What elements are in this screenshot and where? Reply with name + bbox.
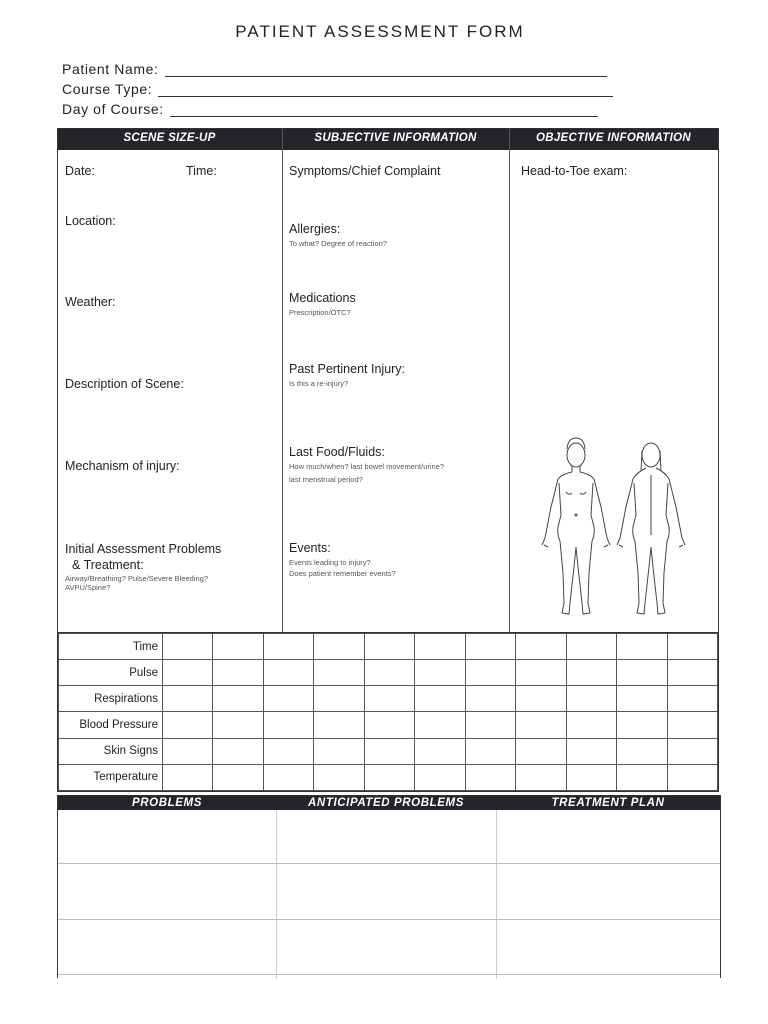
body-diagram-icon [536, 435, 696, 631]
medications-hint: Prescription/OTC? [289, 308, 351, 317]
weather-label: Weather: [65, 295, 116, 309]
vitals-cell[interactable] [213, 764, 263, 790]
column-divider [496, 810, 497, 979]
vitals-cell[interactable] [314, 712, 364, 738]
description-of-scene-label: Description of Scene: [65, 377, 184, 391]
vitals-cell[interactable] [314, 686, 364, 712]
vitals-cell[interactable] [516, 712, 566, 738]
initial-assessment-hint: Airway/Breathing? Pulse/Severe Bleeding? [65, 574, 209, 583]
care-plan-section [57, 795, 721, 978]
vitals-cell[interactable] [516, 634, 566, 660]
vitals-cell[interactable] [263, 712, 313, 738]
table-row [59, 738, 718, 764]
vitals-cell[interactable] [213, 660, 263, 686]
vitals-cell[interactable] [566, 686, 616, 712]
treatment-plan-header: TREATMENT PLAN [551, 797, 665, 809]
vitals-cell[interactable] [213, 738, 263, 764]
past-injury-hint: Is this a re-injury? [289, 379, 349, 388]
vitals-cell[interactable] [566, 712, 616, 738]
vitals-cell[interactable] [364, 712, 414, 738]
vitals-cell[interactable] [465, 686, 515, 712]
vitals-cell[interactable] [364, 738, 414, 764]
assessment-header-bar [58, 129, 718, 150]
patient-name-label: Patient Name: [62, 61, 159, 77]
course-type-line[interactable] [158, 83, 613, 97]
vitals-cell[interactable] [415, 686, 465, 712]
vitals-cell[interactable] [516, 738, 566, 764]
vitals-cell[interactable] [415, 712, 465, 738]
vital-signs-table [57, 633, 719, 792]
vitals-cell[interactable] [263, 764, 313, 790]
form-title: PATIENT ASSESSMENT FORM [235, 22, 525, 41]
table-row [59, 712, 718, 738]
vitals-cell[interactable] [617, 634, 667, 660]
vitals-cell[interactable] [617, 738, 667, 764]
vitals-row-label: Pulse [59, 660, 163, 686]
vitals-cell[interactable] [415, 738, 465, 764]
allergies-label: Allergies: [289, 222, 341, 236]
day-of-course-field[interactable] [62, 101, 598, 117]
vitals-cell[interactable] [465, 738, 515, 764]
location-label: Location: [65, 214, 116, 228]
vitals-cell[interactable] [314, 660, 364, 686]
day-of-course-label: Day of Course: [62, 101, 164, 117]
row-divider [58, 863, 720, 864]
vitals-cell[interactable] [617, 764, 667, 790]
vitals-cell[interactable] [667, 634, 717, 660]
vitals-cell[interactable] [566, 660, 616, 686]
anticipated-problems-header: ANTICIPATED PROBLEMS [308, 797, 464, 809]
vitals-cell[interactable] [516, 660, 566, 686]
initial-assessment-label: Initial Assessment Problems [65, 542, 222, 556]
past-pertinent-injury-label: Past Pertinent Injury: [289, 362, 406, 376]
last-food-hint: How much/when? last bowel movement/urine? [289, 462, 445, 471]
date-label: Date: [65, 164, 95, 178]
vitals-cell[interactable] [415, 634, 465, 660]
events-hint: Events leading to injury? [289, 558, 371, 567]
vitals-cell[interactable] [465, 660, 515, 686]
events-label: Events: [289, 541, 331, 555]
initial-assessment-hint: AVPU/Spine? [65, 583, 111, 592]
time-label: Time: [186, 164, 217, 178]
vitals-row-label: Respirations [59, 686, 163, 712]
vitals-cell[interactable] [314, 634, 364, 660]
vitals-cell[interactable] [364, 660, 414, 686]
last-food-fluids-label: Last Food/Fluids: [289, 445, 385, 459]
patient-name-field[interactable] [62, 61, 607, 77]
vitals-row-label: Skin Signs [59, 738, 163, 764]
vitals-cell[interactable] [163, 764, 213, 790]
vitals-cell[interactable] [617, 712, 667, 738]
vitals-cell[interactable] [263, 634, 313, 660]
vitals-cell[interactable] [213, 712, 263, 738]
vitals-cell[interactable] [465, 634, 515, 660]
vitals-cell[interactable] [213, 634, 263, 660]
back-body-icon [617, 443, 685, 614]
day-of-course-line[interactable] [170, 103, 598, 117]
medications-label: Medications [289, 291, 356, 305]
symptoms-label: Symptoms/Chief Complaint [289, 164, 441, 178]
front-body-icon [542, 438, 610, 614]
vitals-cell[interactable] [516, 686, 566, 712]
vitals-cell[interactable] [465, 712, 515, 738]
vitals-cell[interactable] [566, 738, 616, 764]
vitals-cell[interactable] [364, 686, 414, 712]
care-plan-header-bar [58, 796, 720, 810]
column-divider [282, 129, 283, 632]
vitals-cell[interactable] [213, 686, 263, 712]
vitals-cell[interactable] [263, 660, 313, 686]
subjective-information-header: SUBJECTIVE INFORMATION [314, 132, 477, 144]
vitals-cell[interactable] [667, 660, 717, 686]
vitals-cell[interactable] [617, 686, 667, 712]
vitals-cell[interactable] [163, 634, 213, 660]
problems-header: PROBLEMS [132, 797, 202, 809]
vitals-cell[interactable] [263, 686, 313, 712]
vitals-cell[interactable] [516, 764, 566, 790]
column-divider [276, 810, 277, 979]
vitals-cell[interactable] [163, 686, 213, 712]
vitals-cell[interactable] [163, 660, 213, 686]
vitals-row-label: Time [59, 634, 163, 660]
table-row [59, 660, 718, 686]
vitals-cell[interactable] [566, 634, 616, 660]
vitals-cell[interactable] [364, 764, 414, 790]
vitals-cell[interactable] [566, 764, 616, 790]
vitals-cell[interactable] [263, 738, 313, 764]
vitals-cell[interactable] [314, 738, 364, 764]
head-to-toe-label: Head-to-Toe exam: [521, 164, 628, 178]
objective-information-header: OBJECTIVE INFORMATION [536, 132, 691, 144]
mechanism-of-injury-label: Mechanism of injury: [65, 459, 180, 473]
vitals-row-label: Temperature [59, 764, 163, 790]
vitals-cell[interactable] [667, 764, 717, 790]
assessment-panel [57, 128, 719, 633]
allergies-hint: To what? Degree of reaction? [289, 239, 387, 248]
table-row [59, 686, 718, 712]
vitals-cell[interactable] [364, 634, 414, 660]
vitals-cell[interactable] [667, 738, 717, 764]
vitals-cell[interactable] [415, 660, 465, 686]
treatment-label: & Treatment: [72, 558, 144, 572]
column-divider [509, 129, 510, 632]
patient-name-line[interactable] [165, 63, 607, 77]
vitals-cell[interactable] [163, 712, 213, 738]
last-food-hint: last menstrual period? [289, 475, 363, 484]
scene-size-up-header: SCENE SIZE-UP [123, 132, 216, 144]
vitals-cell[interactable] [465, 764, 515, 790]
course-type-label: Course Type: [62, 81, 153, 97]
table-row [59, 764, 718, 790]
vitals-cell[interactable] [667, 686, 717, 712]
row-divider [58, 919, 720, 920]
vitals-cell[interactable] [667, 712, 717, 738]
vitals-cell[interactable] [314, 764, 364, 790]
events-hint: Does patient remember events? [289, 569, 396, 578]
vitals-cell[interactable] [617, 660, 667, 686]
course-type-field[interactable] [62, 81, 613, 97]
vitals-cell[interactable] [415, 764, 465, 790]
vitals-cell[interactable] [163, 738, 213, 764]
row-divider [58, 974, 720, 975]
table-row [59, 634, 718, 660]
vitals-row-label: Blood Pressure [59, 712, 163, 738]
